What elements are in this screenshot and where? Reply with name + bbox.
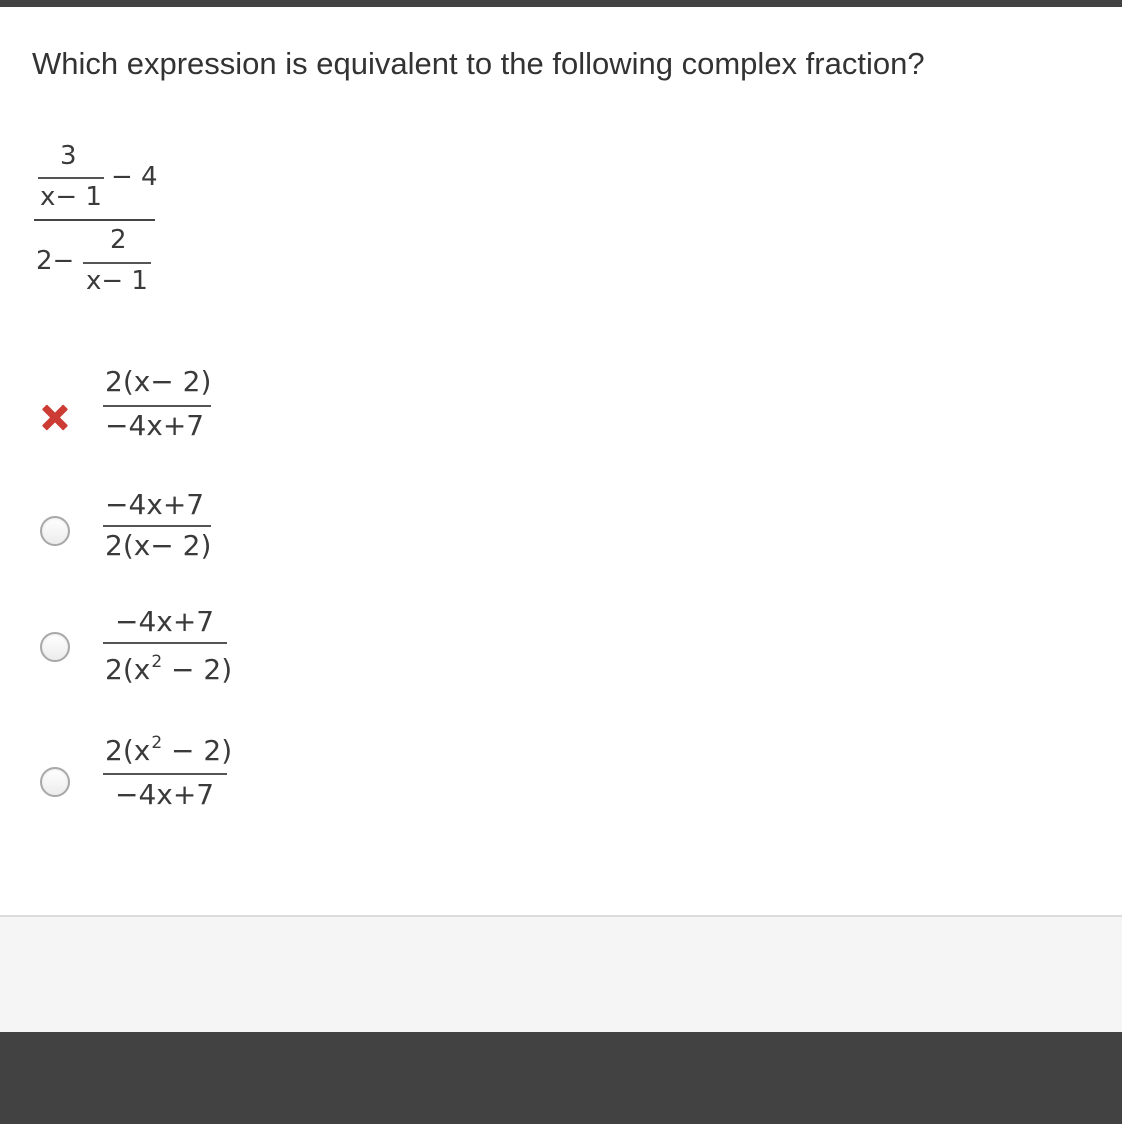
bottom-inner-numerator: 2 [110,225,127,255]
option-3-radio[interactable] [40,632,70,662]
option-1-denominator: −4x+7 [105,409,205,442]
option-4-fraction-bar [103,773,227,775]
top-inner-numerator: 3 [60,141,77,171]
option-3-denominator-suffix: − 2) [162,653,233,686]
option-4-numerator-exponent: 2 [151,733,163,753]
option-3-numerator: −4x+7 [115,605,215,638]
answer-option-2[interactable] [30,485,290,595]
top-inner-denominator: x− 1 [40,182,102,212]
option-4-numerator-prefix: 2(x [105,734,151,767]
bottom-bar [0,1032,1122,1124]
bottom-inner-denominator: x− 1 [86,266,148,296]
option-3-denominator [105,652,233,686]
footer-panel [0,917,1122,1032]
top-minus-four: − 4 [111,162,158,192]
question-text: Which expression is equivalent to the following complex fraction? [32,46,925,81]
option-2-denominator: 2(x− 2) [105,529,212,562]
option-1-fraction-bar [103,405,211,407]
main-fraction-bar [34,219,155,221]
answer-option-4[interactable] [30,725,290,835]
option-2-fraction-bar [103,525,211,527]
option-2-radio[interactable] [40,516,70,546]
option-1-numerator: 2(x− 2) [105,365,212,398]
option-4-numerator [105,733,233,767]
incorrect-x-icon [39,402,71,434]
bottom-two-minus: 2− [36,246,75,276]
top-inner-fraction-bar [38,177,104,179]
option-3-denominator-prefix: 2(x [105,653,151,686]
option-3-fraction-bar [103,642,227,644]
option-4-radio[interactable] [40,767,70,797]
answer-option-1[interactable] [30,360,290,470]
top-bar [0,0,1122,7]
option-3-denominator-exponent: 2 [151,652,163,672]
answer-option-3[interactable] [30,600,290,710]
bottom-inner-fraction-bar [83,262,151,264]
option-2-numerator: −4x+7 [105,488,205,521]
option-4-denominator: −4x+7 [115,778,215,811]
option-4-numerator-suffix: − 2) [162,734,233,767]
